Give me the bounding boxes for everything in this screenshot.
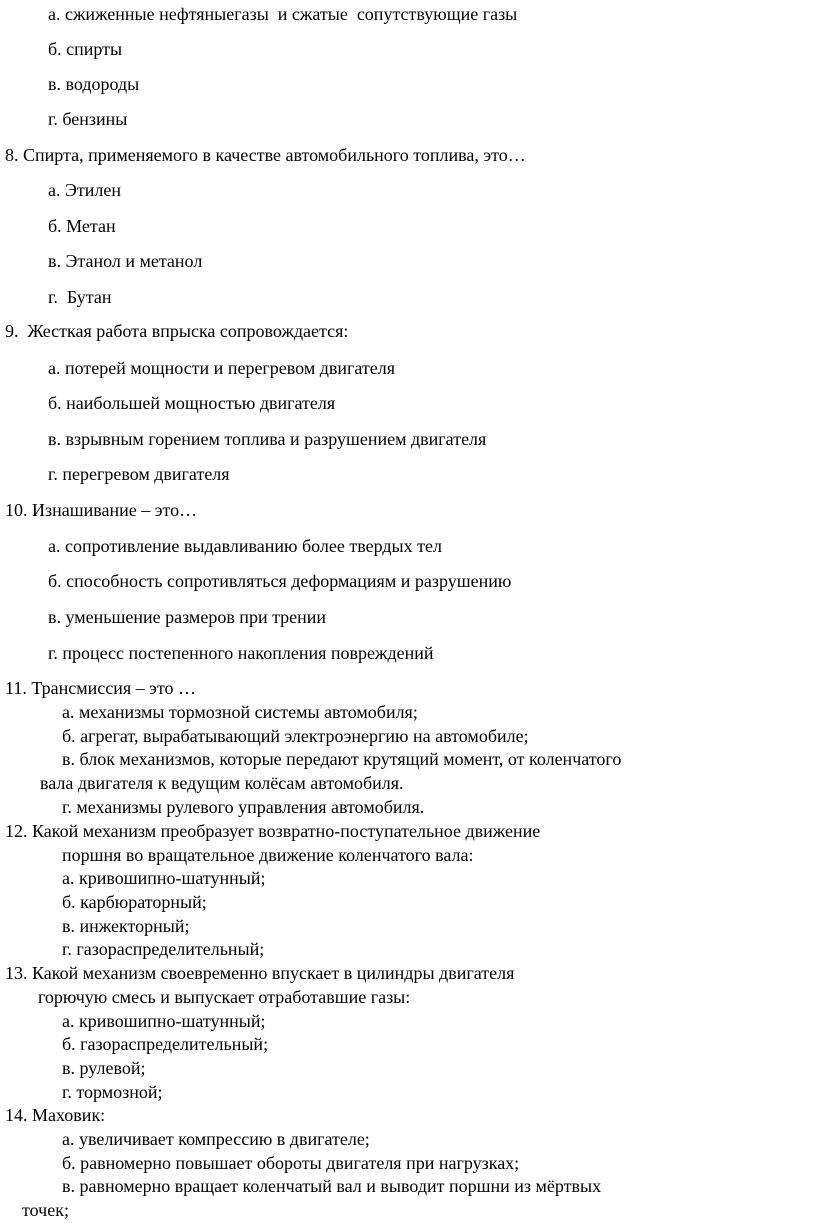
- q10-option-g: г. процесс постепенного накопления повреждений: [48, 643, 434, 663]
- q12-question-line2: поршня во вращательное движение коленчатого вала:: [62, 845, 474, 865]
- q9-option-a: а. потерей мощности и перегревом двигателя: [48, 358, 396, 378]
- q13-question-line2: горючую смесь и выпускает отработавшие газы:: [38, 987, 411, 1007]
- q11-option-b: б. агрегат, вырабатывающий электроэнергию на автомобиле;: [62, 726, 529, 746]
- q7-option-a: а. сжиженные нефтяныегазы и сжатые сопутствующие газы: [48, 4, 518, 24]
- q11-option-v-line2: вала двигателя к ведущим колёсам автомобиля.: [40, 773, 404, 793]
- q13-option-g: г. тормозной;: [62, 1082, 163, 1102]
- q13-option-v: в. рулевой;: [62, 1058, 146, 1078]
- q10-option-v: в. уменьшение размеров при трении: [48, 607, 327, 627]
- q14-option-b: б. равномерно повышает обороты двигателя при нагрузках;: [62, 1153, 520, 1173]
- q8-option-g: г. Бутан: [48, 287, 112, 307]
- q7-option-v: в. водороды: [48, 74, 140, 94]
- q11-question: 11. Трансмиссия – это …: [5, 678, 197, 698]
- q14-question: 14. Маховик:: [5, 1105, 106, 1125]
- q11-option-v-line1: в. блок механизмов, которые передают крутящий момент, от коленчатого: [62, 749, 622, 769]
- q13-option-b: б. газораспределительный;: [62, 1034, 269, 1054]
- q13-question-line1: 13. Какой механизм своевременно впускает в цилиндры двигателя: [5, 963, 515, 983]
- q12-option-b: б. карбюраторный;: [62, 892, 207, 912]
- q8-option-v: в. Этанол и метанол: [48, 251, 203, 271]
- q10-option-b: б. способность сопротивляться деформациям и разрушению: [48, 571, 512, 591]
- q7-option-b: б. спирты: [48, 39, 123, 59]
- q14-option-a: а. увеличивает компрессию в двигателе;: [62, 1129, 370, 1149]
- q8-option-a: а. Этилен: [48, 180, 121, 200]
- q12-question-line1: 12. Какой механизм преобразует возвратно-поступательное движение: [5, 821, 541, 841]
- q10-option-a: а. сопротивление выдавливанию более твердых тел: [48, 536, 442, 556]
- q7-option-g: г. бензины: [48, 109, 128, 129]
- q12-option-v: в. инжекторный;: [62, 916, 190, 936]
- q14-option-v-line2: точек;: [22, 1200, 69, 1220]
- q14-option-v-line1: в. равномерно вращает коленчатый вал и выводит поршни из мёртвых: [62, 1176, 602, 1196]
- q9-question: 9. Жесткая работа впрыска сопровождается:: [5, 321, 349, 341]
- q13-option-a: а. кривошипно-шатунный;: [62, 1011, 266, 1031]
- q9-option-v: в. взрывным горением топлива и разрушением двигателя: [48, 429, 487, 449]
- q8-option-b: б. Метан: [48, 216, 116, 236]
- q8-question: 8. Спирта, применяемого в качестве автомобильного топлива, это…: [5, 145, 526, 165]
- q11-option-a: а. механизмы тормозной системы автомобиля;: [62, 702, 418, 722]
- q11-option-g: г. механизмы рулевого управления автомобиля.: [62, 797, 425, 817]
- q12-option-a: а. кривошипно-шатунный;: [62, 868, 266, 888]
- q9-option-g: г. перегревом двигателя: [48, 464, 230, 484]
- q12-option-g: г. газораспределительный;: [62, 939, 265, 959]
- q9-option-b: б. наибольшей мощностью двигателя: [48, 393, 336, 413]
- q10-question: 10. Изнашивание – это…: [5, 500, 198, 520]
